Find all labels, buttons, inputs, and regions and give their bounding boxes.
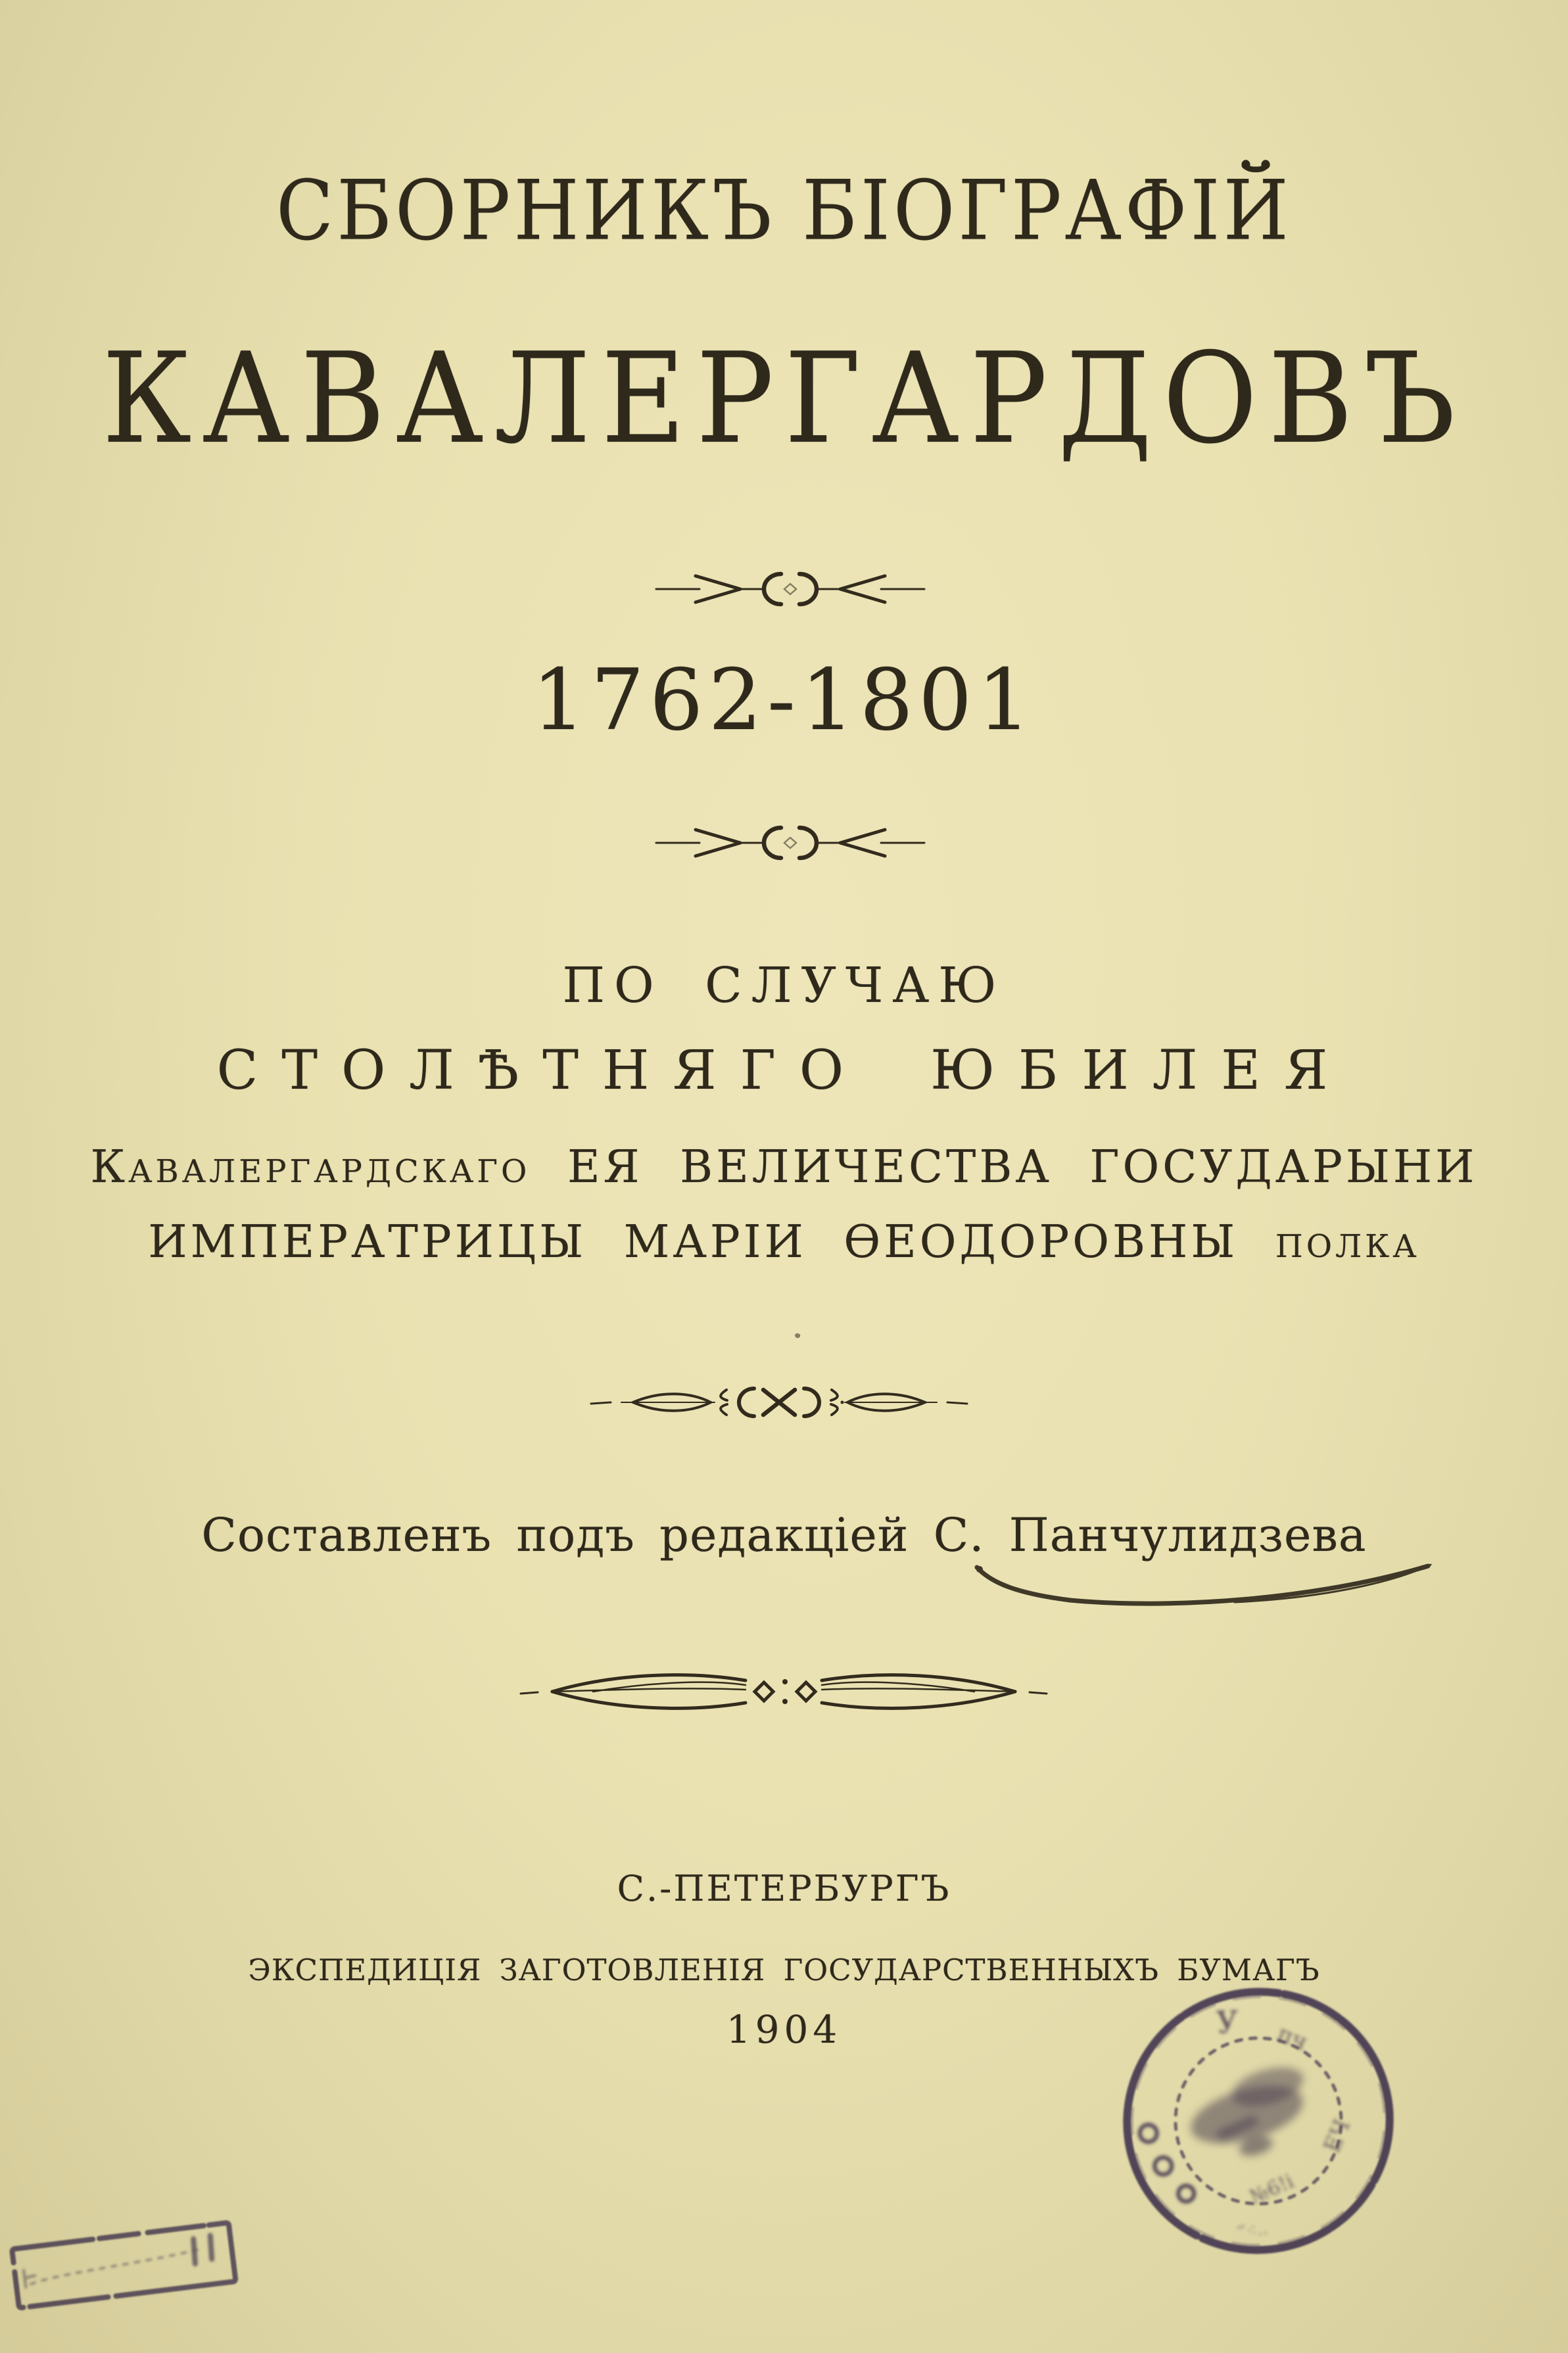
rectangular-ink-stamp <box>5 2214 255 2319</box>
divider-ornament-second <box>652 817 928 869</box>
imprint-city: С.-ПЕТЕРБУРГЪ <box>617 1868 951 1909</box>
divider-ornament-top <box>652 563 928 615</box>
svg-text:У: У <box>1216 2004 1239 2041</box>
editor-line: Составленъ подъ редакціей С. Панчулидзева <box>201 1508 1367 1562</box>
date-range: 1762-1801 <box>532 652 1036 749</box>
regiment-line-2 <box>0 1216 1568 1268</box>
svg-text:пч: пч <box>1273 2020 1312 2056</box>
regiment-line-1-rest: ЕЯ ВЕЛИЧЕСТВА ГОСУДАРЫНИ <box>567 1141 1478 1193</box>
svg-text:№6!і: №6!і <box>1246 2170 1298 2210</box>
svg-text:‴⁖‥: ‴⁖‥ <box>1236 2218 1270 2244</box>
divider-ornament-middle <box>582 1373 976 1432</box>
main-title: КАВАЛЕРГАРДОВЪ <box>102 325 1466 472</box>
regiment-line-1 <box>0 1141 1568 1193</box>
pen-flourish <box>972 1559 1438 1612</box>
regiment-line-2-main: ИМПЕРАТРИЦЫ МАРІИ ѲЕОДОРОВНЫ <box>148 1216 1239 1268</box>
divider-ornament-lower <box>514 1662 1053 1721</box>
imprint-publisher: ЭКСПЕДИЦІЯ ЗАГОТОВЛЕНІЯ ГОСУДАРСТВЕННЫХЪ БУМАГЪ <box>248 1953 1320 1987</box>
regiment-name-smallcaps: Кавалергардскаго <box>90 1141 531 1193</box>
svg-text:ЕЧ: ЕЧ <box>1318 2115 1356 2157</box>
occasion-line-2: СТОЛѢТНЯГО ЮБИЛЕЯ <box>216 1039 1352 1102</box>
series-title: СБОРНИКЪ БІОГРАФІЙ <box>276 162 1292 259</box>
ink-speck <box>794 1333 801 1339</box>
round-ink-stamp <box>1108 1971 1408 2271</box>
imprint-year: 1904 <box>726 2007 842 2052</box>
occasion-line-1: ПО СЛУЧАЮ <box>562 957 1006 1014</box>
regiment-line-2-smallcaps: полка <box>1275 1216 1420 1268</box>
